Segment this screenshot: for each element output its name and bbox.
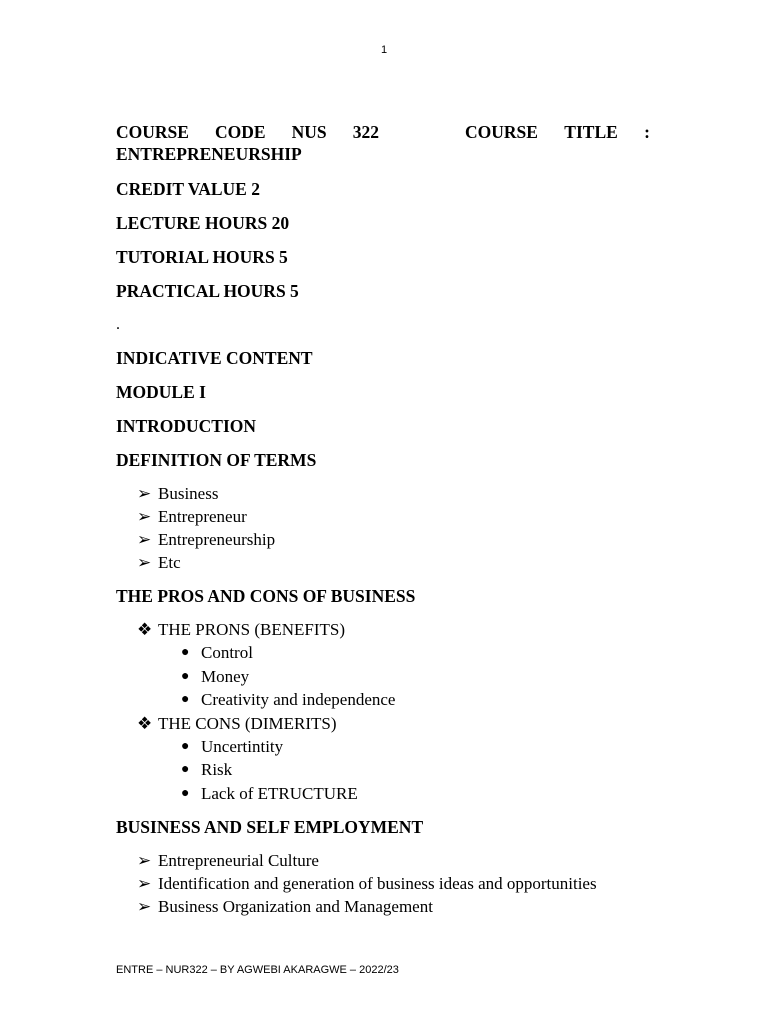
definition-heading: DEFINITION OF TERMS xyxy=(116,450,317,470)
list-item-text: Entrepreneurial Culture xyxy=(158,851,319,870)
pros-cons-heading: THE PROS AND CONS OF BUSINESS xyxy=(116,586,416,606)
tutorial-hours: TUTORIAL HOURS 5 xyxy=(116,247,288,267)
credit-value: CREDIT VALUE 2 xyxy=(116,179,260,199)
page-footer: ENTRE – NUR322 – BY AGWEBI AKARAGWE – 2022/23 xyxy=(116,964,399,976)
dot-line: . xyxy=(116,316,120,333)
course-code-word: NUS xyxy=(291,122,327,142)
sub-list-item-text: Risk xyxy=(201,760,233,779)
sub-list-item-text: Creativity and independence xyxy=(201,690,396,709)
list-item xyxy=(116,505,650,528)
arrow-bullet-icon: ➢ xyxy=(137,507,152,526)
sub-list-item-text: Lack of ETRUCTURE xyxy=(201,783,358,803)
list-item-text: Entrepreneurship xyxy=(158,530,276,549)
definition-list xyxy=(116,482,650,574)
sub-list-item xyxy=(116,782,650,806)
sub-list-item-text: Money xyxy=(201,666,250,686)
lecture-hours: LECTURE HOURS 20 xyxy=(116,213,290,233)
list-item xyxy=(116,482,650,505)
sub-list-item-text: Uncertintity xyxy=(201,736,284,756)
course-code-word: COURSE xyxy=(116,122,189,142)
list-item xyxy=(116,551,650,574)
list-item-text: Etc xyxy=(158,553,181,572)
module-heading: MODULE I xyxy=(116,382,206,402)
arrow-bullet-icon: ➢ xyxy=(137,484,152,503)
pros-label: THE PRONS (BENEFITS) xyxy=(158,620,346,639)
bullet-icon: ● xyxy=(181,668,190,684)
bullet-icon: ● xyxy=(181,762,190,777)
course-code xyxy=(116,122,379,143)
sub-list-item xyxy=(116,735,650,759)
cons-label: THE CONS (DIMERITS) xyxy=(158,713,337,733)
document-body xyxy=(116,122,650,930)
course-title-value: ENTREPRENEURSHIP xyxy=(116,144,302,164)
pros-cons-list xyxy=(116,618,650,805)
bullet-icon: ● xyxy=(181,692,190,707)
cons-item xyxy=(116,712,650,735)
list-item xyxy=(116,895,650,918)
course-header-row xyxy=(116,122,650,143)
bullet-icon: ● xyxy=(181,738,190,754)
pros-item xyxy=(116,618,650,641)
indicative-content-heading: INDICATIVE CONTENT xyxy=(116,348,313,368)
arrow-bullet-icon: ➢ xyxy=(137,851,152,870)
arrow-bullet-icon: ➢ xyxy=(137,553,152,572)
arrow-bullet-icon: ➢ xyxy=(137,530,152,549)
list-item-text: Business Organization and Management xyxy=(158,897,433,916)
list-item xyxy=(116,849,650,872)
course-title-word: : xyxy=(644,122,650,142)
course-title-label xyxy=(465,122,650,143)
course-title-word: COURSE xyxy=(465,122,538,142)
sub-list-item xyxy=(116,688,650,712)
list-item-text: Business xyxy=(158,484,219,503)
self-employment-list xyxy=(116,849,650,918)
arrow-bullet-icon: ➢ xyxy=(137,874,152,893)
practical-hours: PRACTICAL HOURS 5 xyxy=(116,281,299,301)
course-title-word: TITLE xyxy=(564,122,618,142)
course-code-word: 322 xyxy=(352,122,379,142)
diamond-bullet-icon: ❖ xyxy=(137,713,153,733)
sub-list-item-text: Control xyxy=(201,643,253,662)
sub-list-item xyxy=(116,665,650,689)
arrow-bullet-icon: ➢ xyxy=(137,897,152,916)
list-item xyxy=(116,528,650,551)
list-item-text: Identification and generation of business ideas and opportunities xyxy=(158,874,597,893)
sub-list-item xyxy=(116,641,650,665)
list-item-text: Entrepreneur xyxy=(158,507,247,526)
diamond-bullet-icon: ❖ xyxy=(137,620,153,639)
course-code-word: CODE xyxy=(215,122,266,142)
list-item xyxy=(116,872,650,895)
page-number: 1 xyxy=(380,44,388,56)
bullet-icon: ● xyxy=(181,645,190,660)
introduction-heading: INTRODUCTION xyxy=(116,416,257,436)
sub-list-item xyxy=(116,758,650,782)
self-employment-heading: BUSINESS AND SELF EMPLOYMENT xyxy=(116,817,424,837)
bullet-icon: ● xyxy=(181,785,190,801)
